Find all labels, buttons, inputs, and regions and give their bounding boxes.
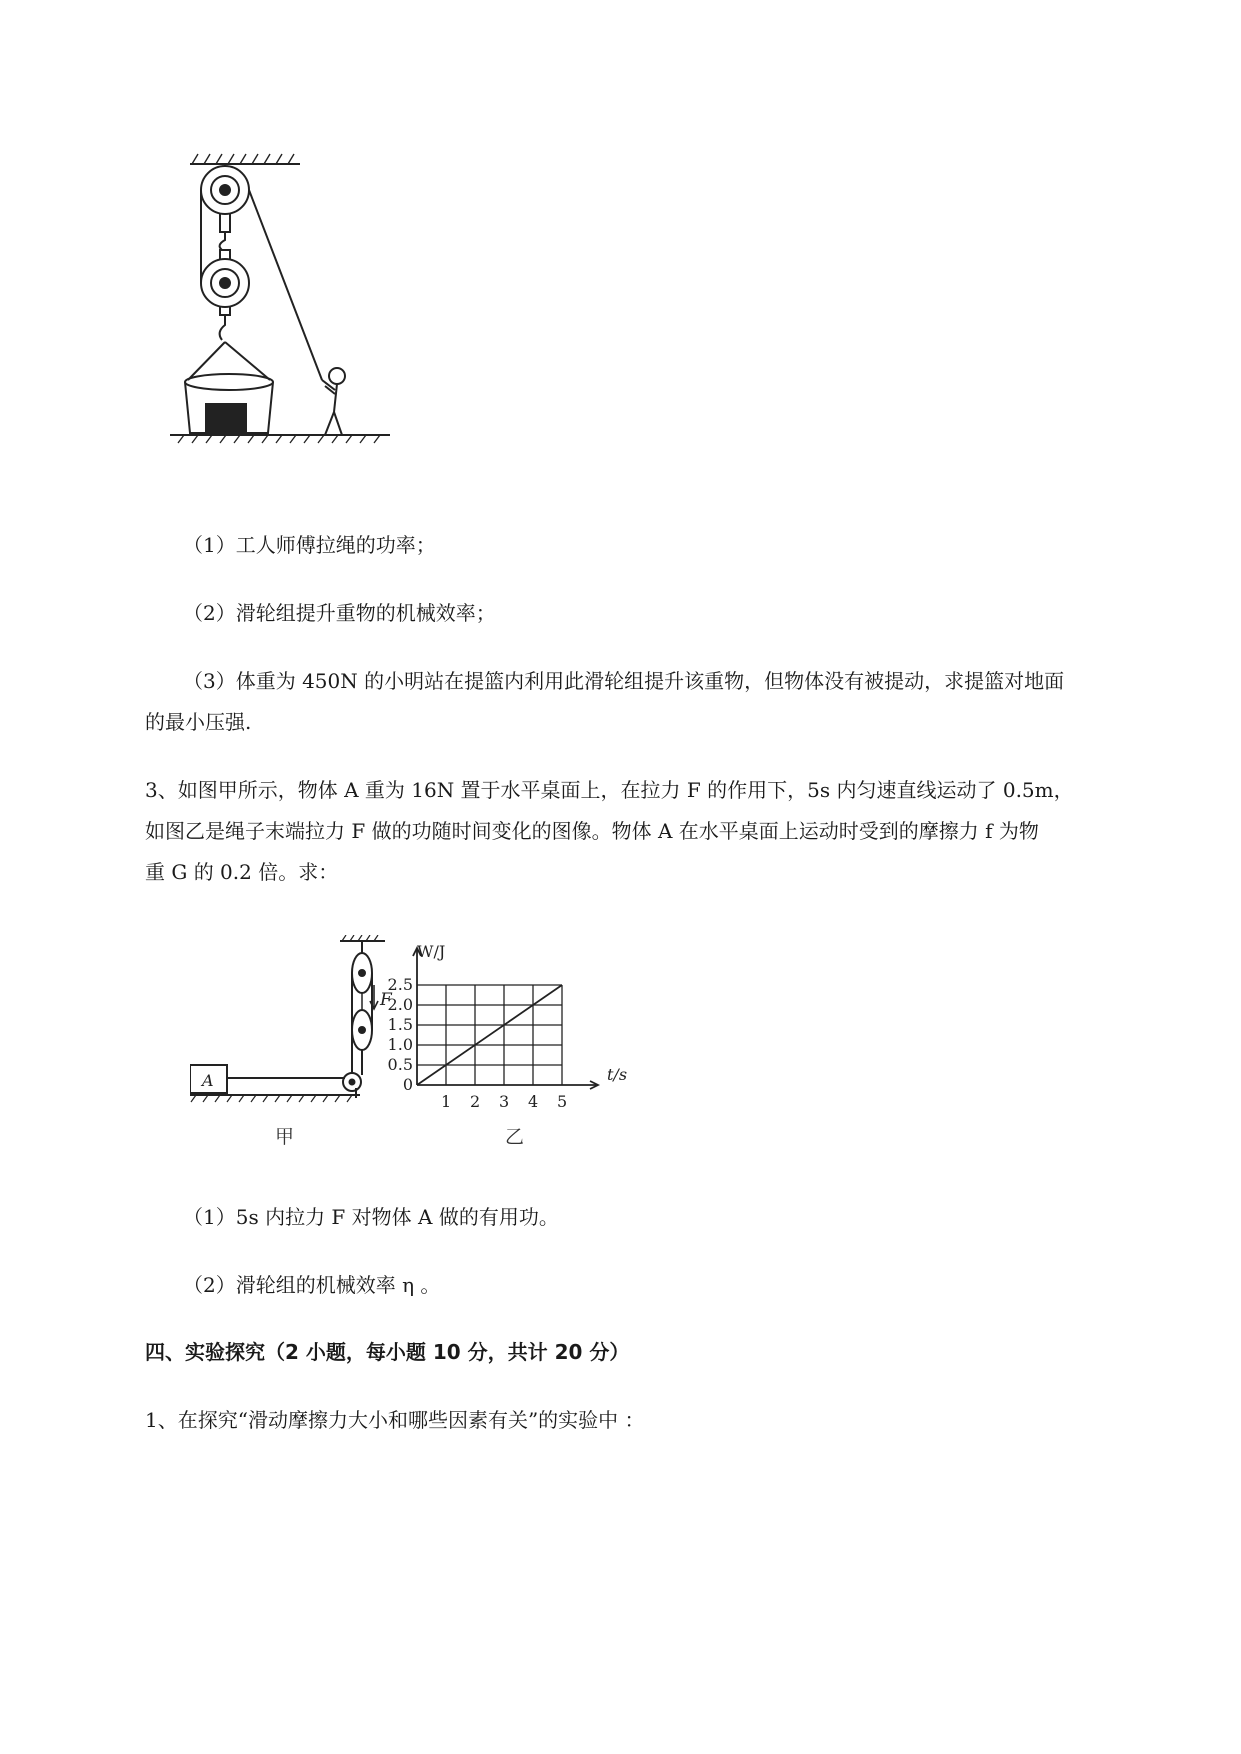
y-axis-label: W/J bbox=[417, 945, 446, 961]
q2-part-3-line-1: （3）体重为 450N 的小明站在提篮内利用此滑轮组提升该重物，但物体没有被提动，求提篮对地面 bbox=[183, 669, 1065, 693]
x-tick-label-1: 1 bbox=[441, 1092, 452, 1111]
x-tick-label-2: 2 bbox=[470, 1092, 481, 1111]
q3-stem-line-2: 如图乙是绳子末端拉力 F 做的功随时间变化的图像。物体 A 在水平桌面上运动时受到的摩擦力 f 为物 bbox=[145, 819, 1039, 843]
y-tick-label-1: 0.5 bbox=[387, 1055, 413, 1074]
work-time-chart bbox=[385, 945, 645, 1150]
figure-caption-jia: 甲 bbox=[275, 1126, 295, 1148]
q2-part-1: （1）工人师傅拉绳的功率； bbox=[183, 533, 436, 557]
y-tick-label-4: 2.0 bbox=[387, 995, 413, 1014]
q2-part-3-line-2: 的最小压强. bbox=[145, 710, 252, 734]
y-tick-label-5: 2.5 bbox=[387, 975, 413, 994]
figure-caption-yi: 乙 bbox=[505, 1126, 525, 1148]
section-4-heading: 四、实验探究（2 小题，每小题 10 分，共计 20 分） bbox=[145, 1340, 630, 1364]
series-line-0 bbox=[417, 985, 562, 1085]
y-tick-label-3: 1.5 bbox=[387, 1015, 413, 1034]
x-tick-label-5: 5 bbox=[557, 1092, 568, 1111]
q3-part-1: （1）5s 内拉力 F 对物体 A 做的有用功。 bbox=[183, 1205, 559, 1229]
q3-stem-line-1: 3、如图甲所示，物体 A 重为 16N 置于水平桌面上，在拉力 F 的作用下，5s 内匀速直线运动了 0.5m， bbox=[145, 778, 1074, 802]
x-axis-label: t/s bbox=[607, 1065, 628, 1084]
q3-part-2: （2）滑轮组的机械效率 η 。 bbox=[183, 1273, 441, 1297]
q3-stem-line-3: 重 G 的 0.2 倍。求： bbox=[145, 860, 339, 884]
block-pulley-figure bbox=[190, 935, 400, 1150]
x-tick-label-3: 3 bbox=[499, 1092, 510, 1111]
x-tick-label-4: 4 bbox=[528, 1092, 539, 1111]
y-tick-label-2: 1.0 bbox=[387, 1035, 413, 1054]
section-4-q1: 1、在探究“滑动摩擦力大小和哪些因素有关”的实验中 ： bbox=[145, 1408, 645, 1432]
q2-part-2: （2）滑轮组提升重物的机械效率； bbox=[183, 601, 496, 625]
force-f-label: F bbox=[380, 990, 392, 1010]
block-a-label: A bbox=[202, 1071, 214, 1090]
pulley-basket-figure bbox=[170, 150, 450, 500]
y-tick-label-0: 0 bbox=[402, 1075, 413, 1094]
